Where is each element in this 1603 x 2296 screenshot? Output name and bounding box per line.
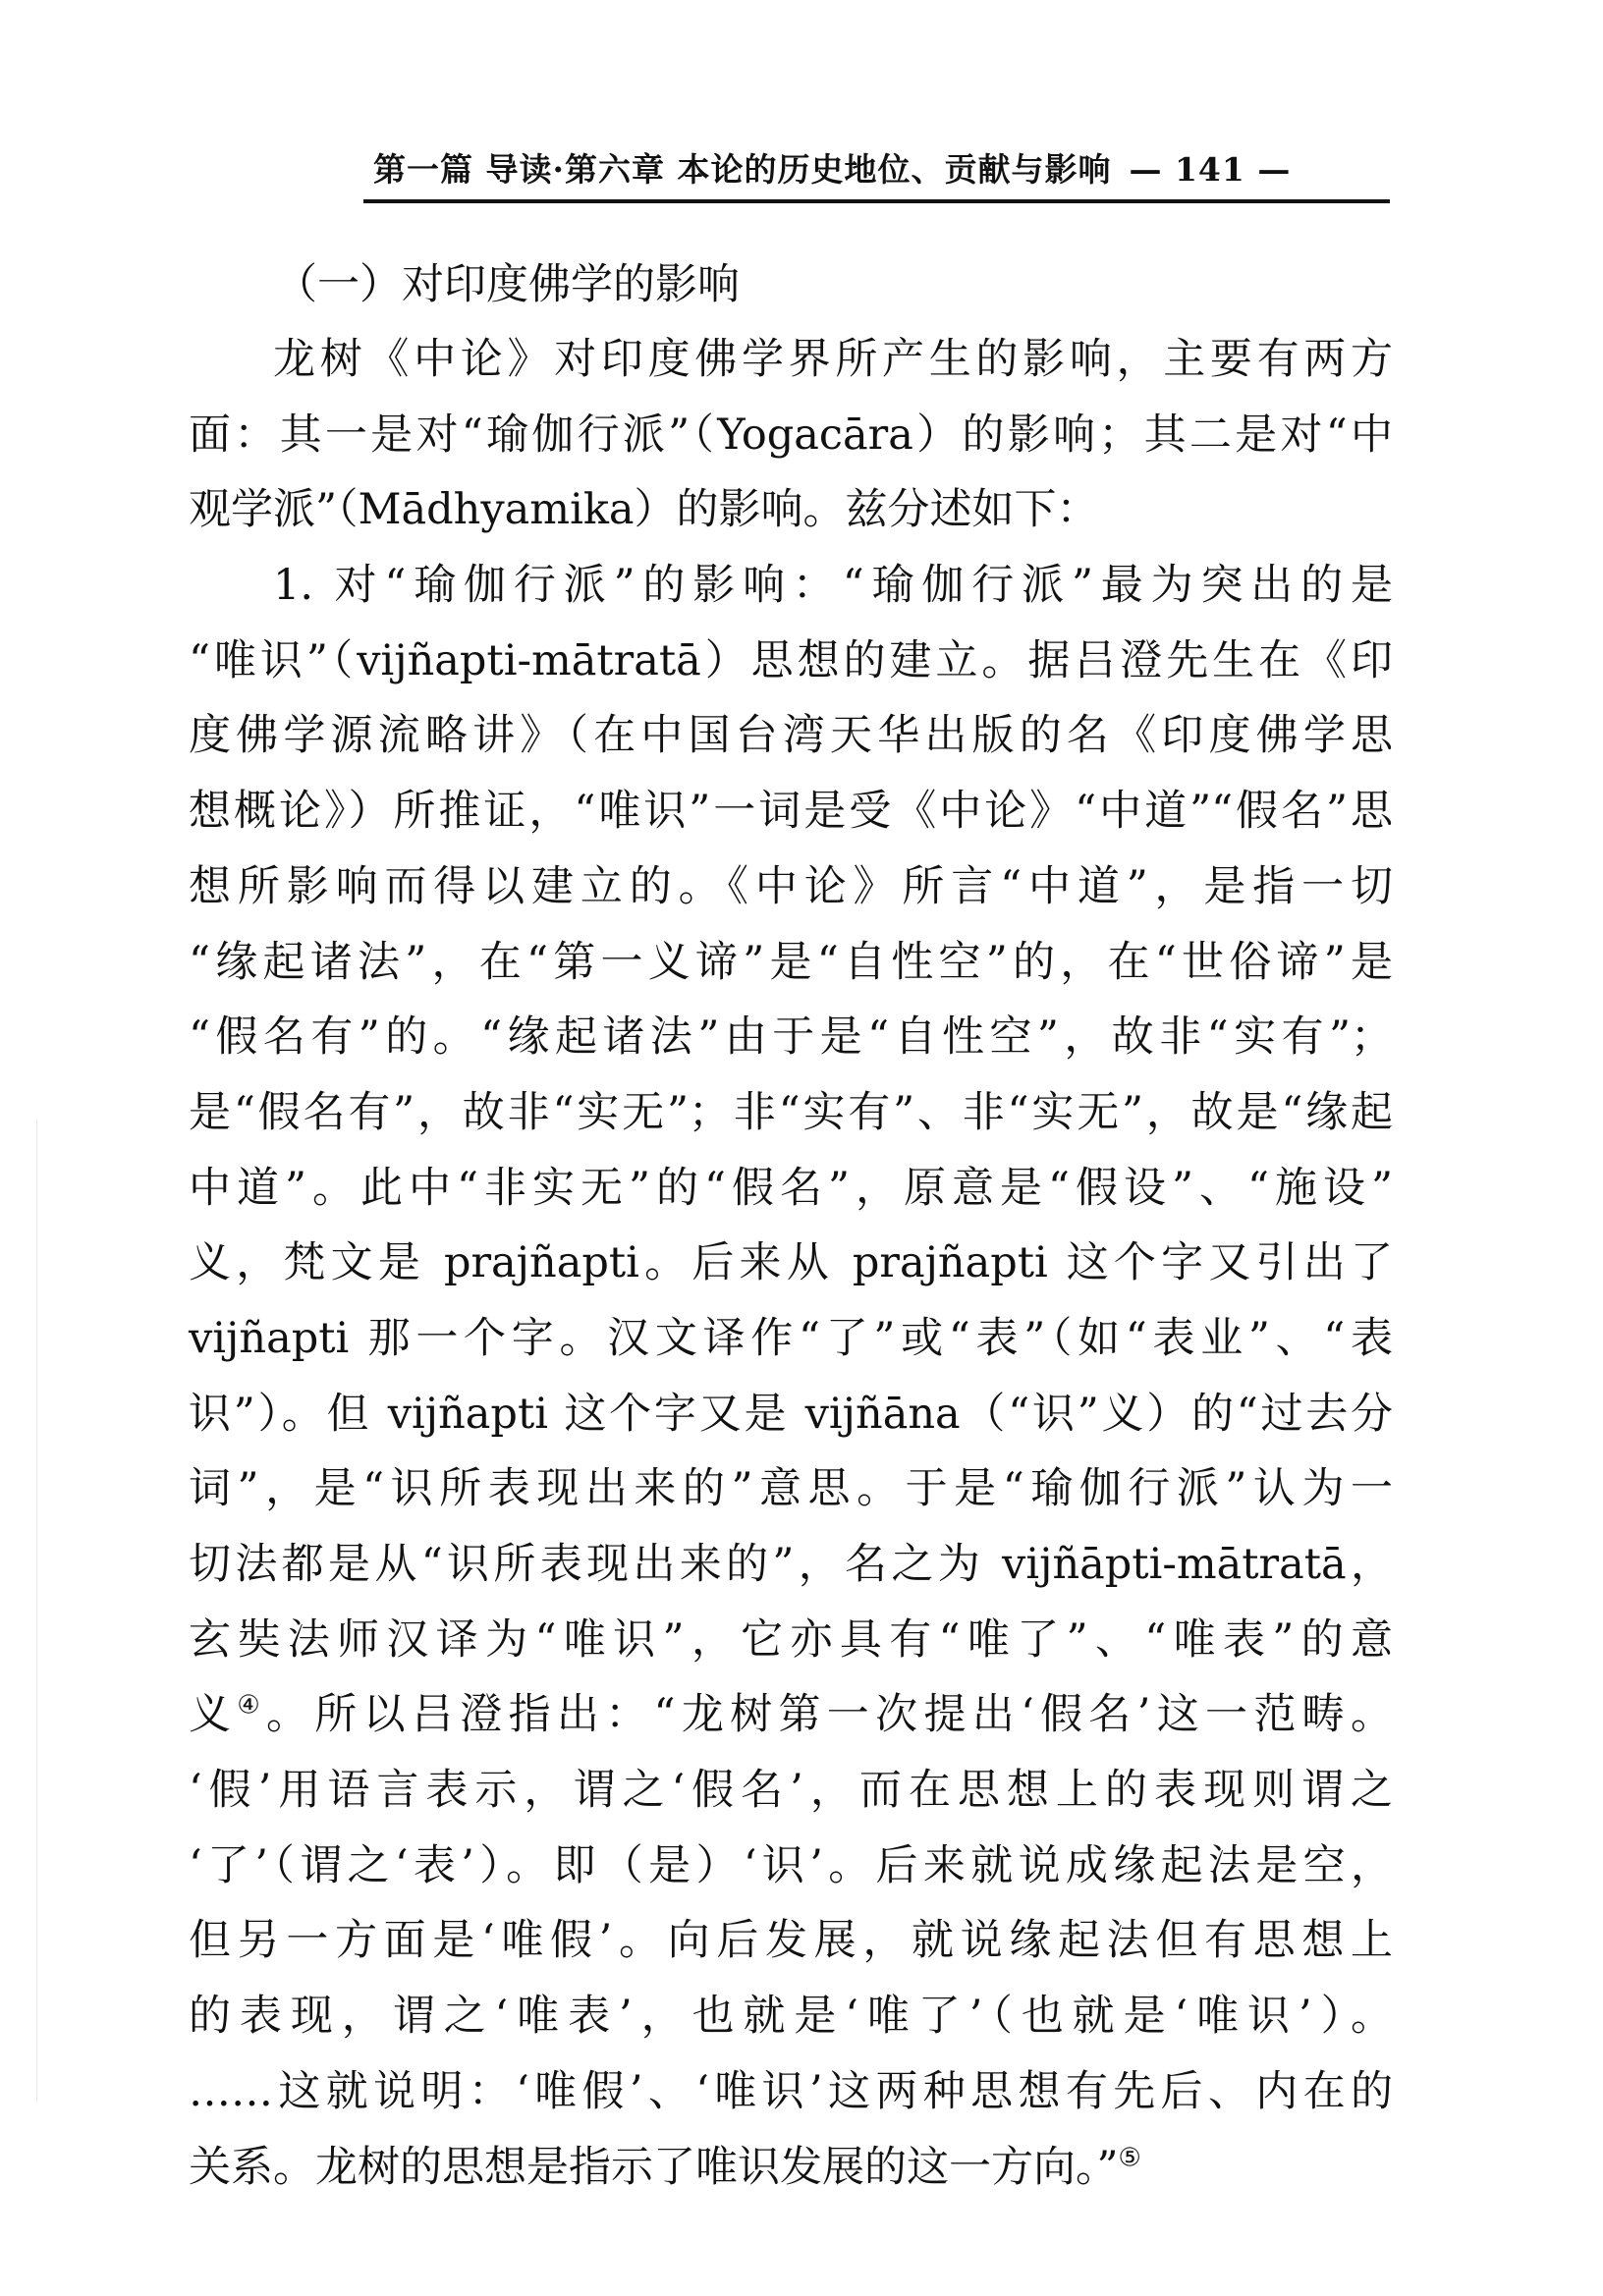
- paragraph-line: ‘假’用语言表示，谓之‘假名’，而在思想上的表现则谓之: [189, 1766, 1393, 1816]
- paragraph-line: vijñapti 那一个字。汉文译作“了”或“表”（如“表业”、“表: [189, 1313, 1393, 1363]
- paragraph-line: 词”，是“识所表现出来的”意思。于是“瑜伽行派”认为一: [189, 1464, 1393, 1514]
- paragraph-line: 1. 对“瑜伽行派”的影响：“瑜伽行派”最为突出的是: [273, 561, 1393, 611]
- paragraph-line: “唯识”（vijñapti-mātratā）思想的建立。据吕澄先生在《印: [189, 635, 1393, 685]
- footnote-ref-5[interactable]: ⑤: [1118, 2143, 1141, 2173]
- paragraph-line: 识”）。但 vijñapti 这个字又是 vijñāna（“识”义）的“过去分: [189, 1389, 1393, 1439]
- paragraph-line: 玄奘法师汉译为“唯识”，它亦具有“唯了”、“唯表”的意: [189, 1614, 1393, 1665]
- paragraph-line: “假名有”的。“缘起诸法”由于是“自性空”，故非“实有”；: [189, 1012, 1393, 1063]
- running-title: 第一篇 导读·第六章 本论的历史地位、贡献与影响: [373, 150, 1112, 189]
- line-text: 关系。龙树的思想是指示了唯识发展的这一方向。”: [189, 2142, 1119, 2192]
- line-start: 义: [189, 1690, 238, 1740]
- paragraph-line: 但另一方面是‘唯假’。向后发展，就说缘起法但有思想上: [189, 1916, 1393, 1966]
- paragraph-line: 是“假名有”，故非“实无”；非“实有”、非“实无”，故是“缘起: [189, 1087, 1393, 1137]
- paragraph-line: 义，梵文是 prajñapti。后来从 prajñapti 这个字又引出了: [189, 1238, 1393, 1288]
- paragraph-line: ……这就说明：‘唯假’、‘唯识’这两种思想有先后、内在的: [189, 2066, 1393, 2116]
- paragraph-line: 中道”。此中“非实无”的“假名”，原意是“假设”、“施设”: [189, 1163, 1393, 1213]
- paragraph-line: ‘了’（谓之‘表’）。即（是）‘识’。后来就说成缘起法是空，: [189, 1840, 1393, 1890]
- header-rule: [363, 199, 1390, 203]
- footnote-ref-4[interactable]: ④: [237, 1691, 266, 1722]
- running-header: [373, 145, 1385, 194]
- body-text: [189, 322, 1393, 2205]
- paragraph-line: “缘起诸法”，在“第一义谛”是“自性空”的，在“世俗谛”是: [189, 937, 1393, 987]
- paragraph-line: [189, 2130, 1393, 2206]
- paragraph-line: 切法都是从“识所表现出来的”，名之为 vijñāpti-mātratā，: [189, 1540, 1393, 1589]
- paragraph-line: 想所影响而得以建立的。《中论》所言“中道”，是指一切: [189, 861, 1393, 911]
- paragraph-line: 面：其一是对“瑜伽行派”（Yogacāra）的影响；其二是对“中: [189, 410, 1393, 460]
- paragraph-line: 想概论》）所推证，“唯识”一词是受《中论》“中道”“假名”思: [189, 787, 1393, 837]
- line-rest: 。所以吕澄指出：“龙树第一次提出‘假名’这一范畴。: [265, 1690, 1394, 1740]
- paragraph-line: 龙树《中论》对印度佛学界所产生的影响，主要有两方: [273, 335, 1393, 384]
- page-number: — 141 —: [1129, 150, 1292, 189]
- paragraph-line: [189, 1677, 1393, 1753]
- scan-edge-mark: [36, 1120, 37, 2102]
- paragraph-line: 观学派”（Mādhyamika）的影响。兹分述如下：: [189, 485, 1099, 535]
- section-heading: （一）对印度佛学的影响: [275, 260, 740, 309]
- paragraph-line: 度佛学源流略讲》（在中国台湾天华出版的名《印度佛学思: [189, 711, 1393, 761]
- paragraph-line: 的表现，谓之‘唯表’，也就是‘唯了’（也就是‘唯识’）。: [189, 1992, 1393, 2042]
